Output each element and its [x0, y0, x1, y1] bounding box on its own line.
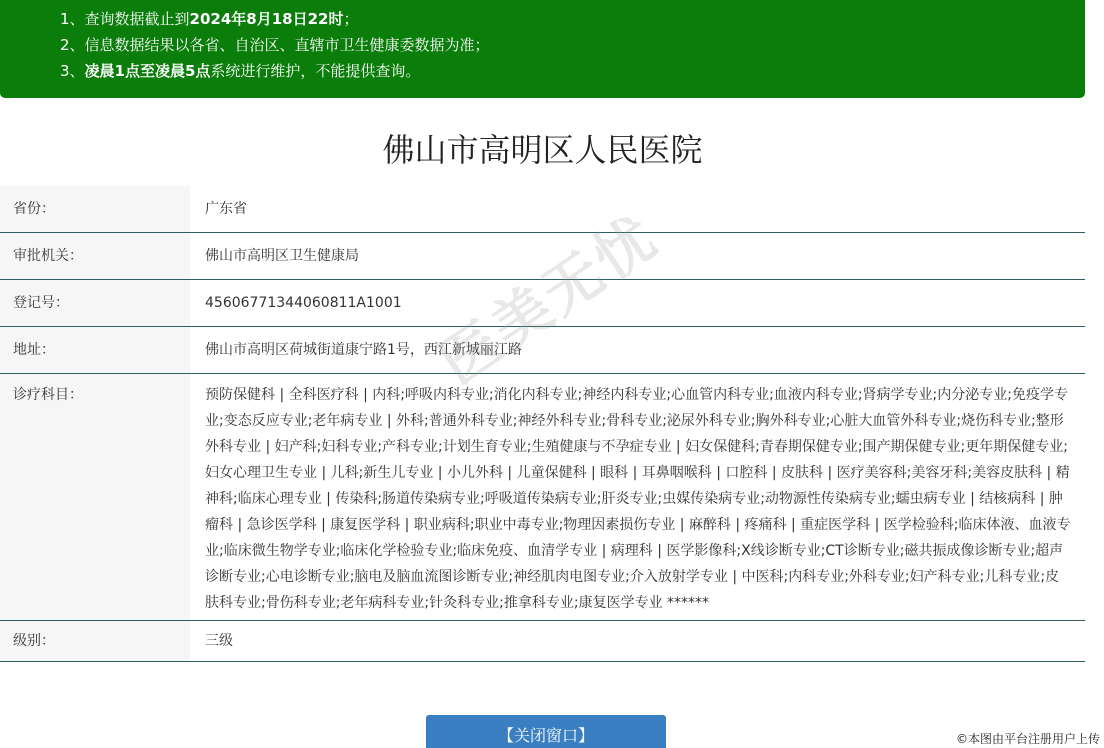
hospital-title: 佛山市高明区人民医院	[382, 131, 703, 169]
close-window-button[interactable]: 【关闭窗口】	[426, 715, 666, 748]
reg-no-value: 45606771344060811A1001	[205, 295, 402, 311]
notice-line-1	[60, 6, 1085, 32]
notice-text: 系统进行维护，不能提供查询。	[210, 62, 421, 80]
row-address	[0, 327, 1085, 374]
level-value: 三级	[205, 633, 233, 649]
notice-line-3	[60, 58, 1085, 84]
level-label: 级别：	[0, 621, 190, 661]
departments-value: 预防保健科 | 全科医疗科 | 内科;呼吸内科专业;消化内科专业;神经内科专业;心血管内科专业;血液内科专业;肾病学专业;内分泌专业;免疫学专业;变态反应专业;老年病专业 | 外科;普通外科专业;神经外科专业;骨科专业;泌尿外科专业;胸外科专业;心脏大血管外科专业;烧伤科专业;整形外科专业 | 妇产科;妇科专业;产科专业;计划生育专业;生殖健康与不孕症专业 | 妇女保健科;青春期保健专业;围产期保健专业;更年期保健专业;妇女心理卫生专业 | 儿科;新生儿专业 | 小儿外科 | 儿童保健科 | 眼科 | 耳鼻咽喉科 | 口腔科 | 皮肤科 | 医疗美容科;美容牙科;美容皮肤科 | 精神科;临床心理专业 | 传染科;肠道传染病专业;呼吸道传染病专业;肝炎专业;虫媒传染病专业;动物源性传染病专业;蠕虫病专业 | 结核病科 | 肿瘤科 | 急诊医学科 | 康复医学科 | 职业病科;职业中毒专业;物理因素损伤专业 | 麻醉科 | 疼痛科 | 重症医学科 | 医学检验科;临床体液、血液专业;临床微生物学专业;临床化学检验专业;临床免疫、血清学专业 | 病理科 | 医学影像科;X线诊断专业;CT诊断专业;磁共振成像诊断专业;超声诊断专业;心电诊断专业;脑电及脑血流图诊断专业;神经肌肉电图专业;介入放射学专业 | 中医科;内科专业;外科专业;妇产科专业;儿科专业;皮肤科专业;骨伤科专业;老年病科专业;针灸科专业;推拿科专业;康复医学专业 ******	[205, 387, 1071, 611]
departments-label: 诊疗科目：	[0, 374, 190, 620]
reg-no-label: 登记号：	[0, 280, 190, 326]
notice-bold-date: 2024年8月18日22时	[189, 10, 344, 28]
notice-text: ；	[343, 10, 359, 28]
authority-value: 佛山市高明区卫生健康局	[205, 248, 359, 264]
notice-text: 3、	[60, 62, 85, 80]
notice-text: 1、查询数据截止到	[60, 10, 190, 28]
info-table	[0, 186, 1085, 662]
province-label: 省份：	[0, 186, 190, 232]
row-reg-no	[0, 280, 1085, 327]
watermark: 医美无忧	[427, 202, 671, 398]
row-authority	[0, 233, 1085, 280]
notice-banner	[0, 0, 1085, 98]
upload-credit: ©本图由平台注册用户上传	[955, 732, 1100, 746]
notice-bold-time: 凌晨1点至凌晨5点	[84, 62, 211, 80]
province-value: 广东省	[205, 201, 247, 217]
row-departments	[0, 374, 1085, 621]
address-label: 地址：	[0, 327, 190, 373]
notice-line-2: 2、信息数据结果以各省、自治区、直辖市卫生健康委数据为准；	[60, 36, 490, 54]
authority-label: 审批机关：	[0, 233, 190, 279]
row-province	[0, 186, 1085, 233]
row-level	[0, 621, 1085, 662]
address-value: 佛山市高明区荷城街道康宁路1号，西江新城丽江路	[205, 342, 522, 358]
